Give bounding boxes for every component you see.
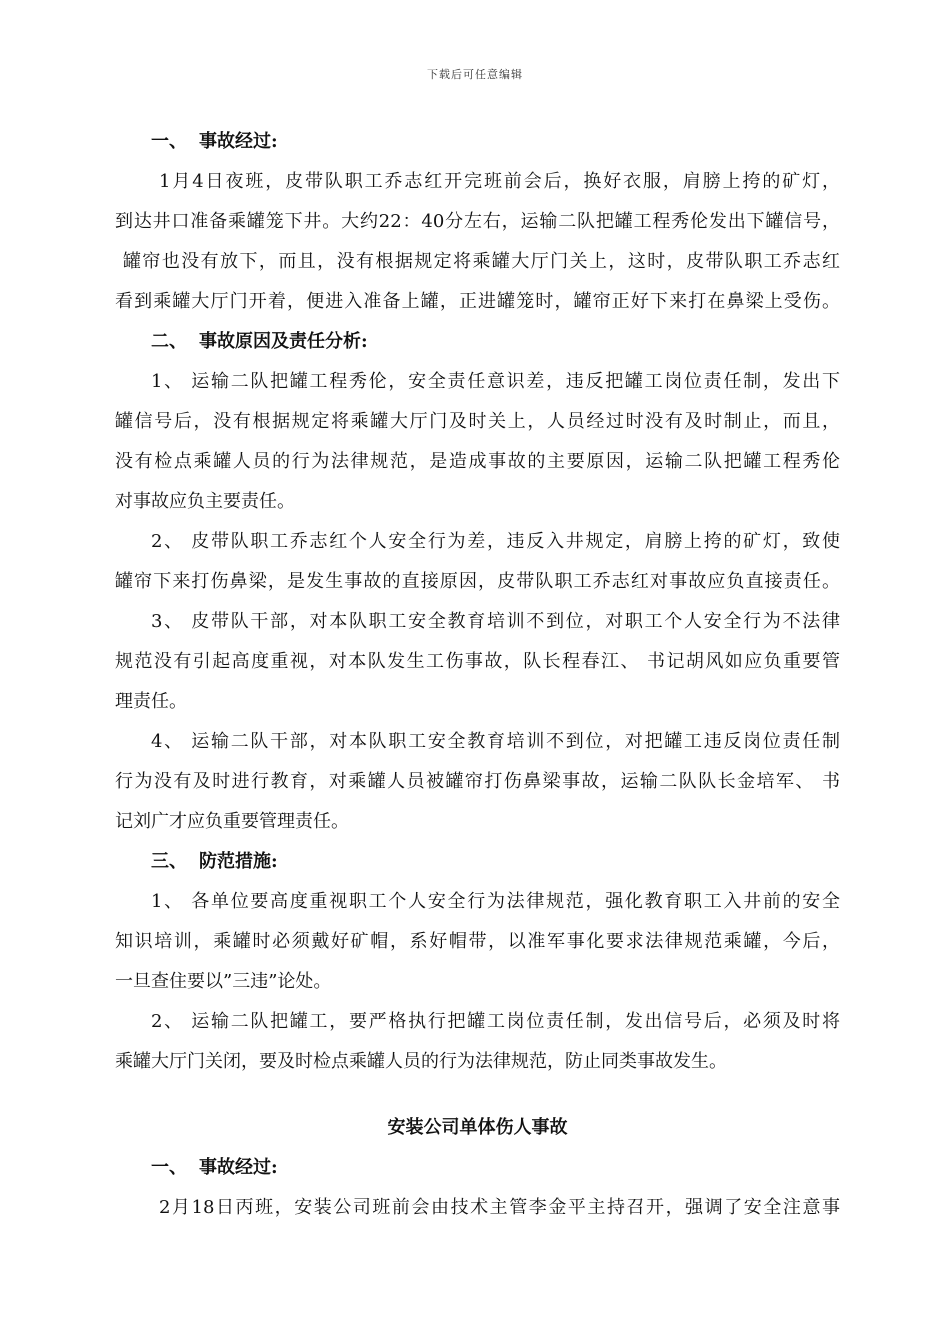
list-item-line: 1、 运输二队把罐工程秀伦，安全责任意识差，违反把罐工岗位责任制，发出下: [151, 371, 840, 392]
heading-text: 事故经过:: [199, 131, 278, 152]
list-item-line: 记刘广才应负重要管理责任。: [115, 811, 349, 832]
list-item-line: 4、 运输二队干部，对本队职工安全教育培训不到位，对把罐工违反岗位责任制: [151, 731, 840, 752]
list-item-line: 罐帘下来打伤鼻梁，是发生事故的直接原因，皮带队职工乔志红对事故应负直接责任。: [115, 571, 840, 592]
document-body: [115, 122, 840, 1228]
list-item-line: 对事故应负主要责任。: [115, 491, 295, 512]
list-item-line: 2、 运输二队把罐工，要严格执行把罐工岗位责任制，发出信号后，必须及时将: [151, 1011, 840, 1032]
heading-text: 事故原因及责任分析:: [199, 331, 368, 352]
heading-number: 一、: [151, 131, 187, 152]
list-item-line: 1、 各单位要高度重视职工个人安全行为法律规范，强化教育职工入井前的安全: [151, 891, 840, 912]
paragraph-line: 看到乘罐大厅门开着，便进入准备上罐，正进罐笼时，罐帘正好下来打在鼻梁上受伤。: [115, 291, 840, 312]
heading-number: 一、: [151, 1157, 187, 1178]
report-title: 安装公司单体伤人事故: [387, 1117, 568, 1138]
paragraph-line: 罐帘也没有放下，而且，没有根据规定将乘罐大厅门关上，这时，皮带队职工乔志红: [123, 251, 840, 272]
list-item-line: 一旦查住要以”三违”论处。: [115, 971, 332, 992]
list-item-line: 没有检点乘罐人员的行为法律规范，是造成事故的主要原因，运输二队把罐工程秀伦: [115, 451, 840, 472]
list-item-line: 行为没有及时进行教育，对乘罐人员被罐帘打伤鼻梁事故，运输二队队长金培军、 书: [115, 771, 840, 792]
section-heading-accident-process-2: [115, 1148, 840, 1188]
heading-text: 防范措施:: [199, 851, 278, 872]
list-item-line: 理责任。: [115, 691, 187, 712]
list-item-line: 乘罐大厅门关闭，要及时检点乘罐人员的行为法律规范，防止同类事故发生。: [115, 1051, 727, 1072]
heading-number: 三、: [151, 851, 187, 872]
section-heading-cause-analysis: [115, 322, 840, 362]
paragraph-line: 到达井口准备乘罐笼下井。大约22：40分左右，运输二队把罐工程秀伦发出下罐信号，: [115, 211, 840, 232]
paragraph-line: 2月18日丙班，安装公司班前会由技术主管李金平主持召开，强调了安全注意事: [159, 1197, 840, 1218]
list-item-line: 罐信号后，没有根据规定将乘罐大厅门及时关上，人员经过时没有及时制止，而且，: [115, 411, 840, 432]
section-heading-accident-process: [115, 122, 840, 162]
page-header: 下载后可任意编辑: [427, 68, 523, 81]
list-item-line: 3、 皮带队干部，对本队职工安全教育培训不到位，对职工个人安全行为不法律: [151, 611, 840, 632]
paragraph-line: 1月4日夜班，皮带队职工乔志红开完班前会后，换好衣服，肩膀上挎的矿灯，: [159, 171, 840, 192]
section-heading-prevention: [115, 842, 840, 882]
heading-number: 二、: [151, 331, 187, 352]
list-item-line: 2、 皮带队职工乔志红个人安全行为差，违反入井规定，肩膀上挎的矿灯，致使: [151, 531, 840, 552]
list-item-line: 规范没有引起高度重视，对本队发生工伤事故，队长程春江、 书记胡风如应负重要管: [115, 651, 840, 672]
list-item-line: 知识培训，乘罐时必须戴好矿帽，系好帽带，以准军事化要求法律规范乘罐，今后，: [115, 931, 840, 952]
heading-text: 事故经过:: [199, 1157, 278, 1178]
